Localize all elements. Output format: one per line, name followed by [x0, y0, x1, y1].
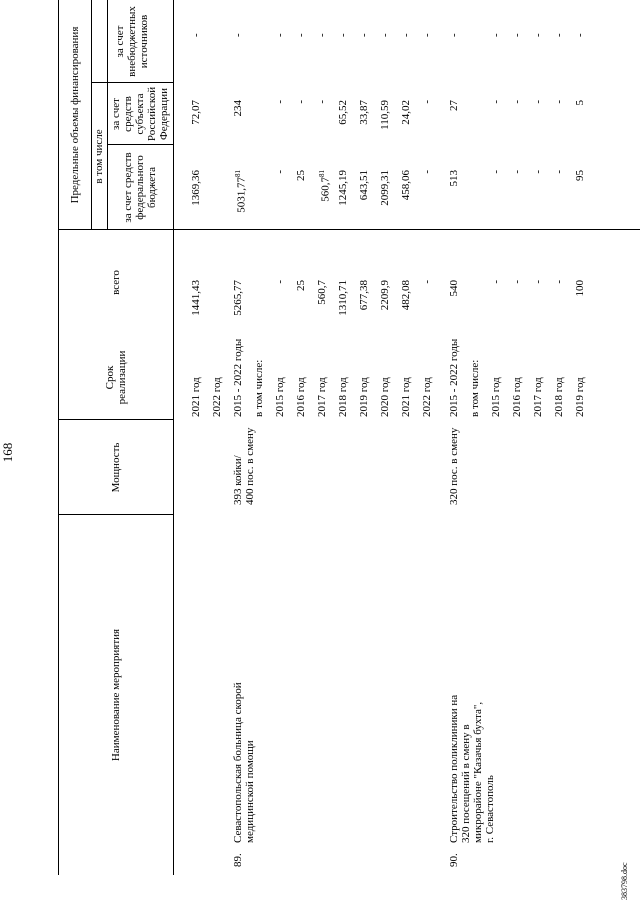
- regional-cell: -: [295, 100, 307, 104]
- total-cell: -: [532, 280, 544, 284]
- extra-cell: -: [295, 33, 307, 37]
- item-capacity: 320 пос. в смену: [448, 427, 460, 505]
- federal-cell: [400, 170, 412, 230]
- header-including: в том числе: [93, 129, 105, 184]
- period-cell: 2019 год: [574, 377, 586, 417]
- federal-cell: [379, 170, 391, 230]
- extra-cell: -: [532, 33, 544, 37]
- period-cell: 2020 год: [379, 377, 391, 417]
- document-code: 383798.doc: [620, 862, 629, 900]
- period-cell: 2016 год: [295, 377, 307, 417]
- period-cell: 2015 - 2022 годы: [448, 338, 460, 417]
- total-cell: 540: [448, 280, 460, 297]
- header-extra: за счет внебюджетных источников: [114, 6, 150, 77]
- total-cell: -: [274, 280, 286, 284]
- federal-value: 643,51: [358, 170, 370, 201]
- federal-cell: [232, 170, 248, 230]
- period-cell: 2022 год: [211, 377, 223, 417]
- regional-cell: -: [532, 100, 544, 104]
- item-number: 89.: [232, 853, 244, 867]
- total-cell: 25: [295, 280, 307, 291]
- total-cell: 1310,71: [337, 280, 349, 316]
- total-cell: -: [421, 280, 433, 284]
- period-cell: 2019 год: [358, 377, 370, 417]
- footnote-mark: 81: [318, 170, 326, 177]
- federal-value: 25: [295, 170, 307, 181]
- total-cell: -: [490, 280, 502, 284]
- total-cell: -: [553, 280, 565, 284]
- period-cell: в том числе:: [253, 359, 265, 417]
- regional-cell: 65,52: [337, 100, 349, 125]
- regional-cell: 33,87: [358, 100, 370, 125]
- federal-cell: [190, 170, 202, 230]
- regional-cell: -: [316, 100, 328, 104]
- federal-value: -: [274, 170, 286, 174]
- period-cell: 2016 год: [511, 377, 523, 417]
- federal-cell: [532, 170, 544, 230]
- extra-cell: -: [421, 33, 433, 37]
- extra-cell: -: [511, 33, 523, 37]
- period-cell: 2015 - 2022 годы: [232, 338, 244, 417]
- extra-cell: -: [379, 33, 391, 37]
- federal-cell: [490, 170, 502, 230]
- federal-value: 2099,31: [379, 170, 391, 206]
- period-cell: 2021 год: [190, 377, 202, 417]
- regional-cell: 27: [448, 100, 460, 111]
- extra-cell: -: [232, 33, 244, 37]
- total-cell: -: [511, 280, 523, 284]
- item-name: Севастопольская больница скорой медицинской помощи: [232, 682, 256, 843]
- footnote-mark: 81: [234, 170, 242, 177]
- header-regional: за счет средств субъекта Российской Федерации: [110, 86, 170, 142]
- federal-value: -: [511, 170, 523, 174]
- federal-cell: [337, 170, 349, 230]
- item-number: 90.: [448, 853, 460, 867]
- header-funding: Предельные объемы финансирования: [68, 26, 81, 204]
- total-cell: 482,08: [400, 280, 412, 311]
- federal-cell: [358, 170, 370, 230]
- period-cell: 2022 год: [421, 377, 433, 417]
- federal-value: -: [421, 170, 433, 174]
- extra-cell: -: [190, 33, 202, 37]
- period-cell: в том числе:: [469, 359, 481, 417]
- total-cell: 1441,43: [190, 280, 202, 316]
- regional-cell: -: [421, 100, 433, 104]
- regional-cell: -: [274, 100, 286, 104]
- federal-value: 1369,36: [190, 170, 202, 206]
- extra-cell: -: [274, 33, 286, 37]
- header-period: Срок реализации: [103, 350, 128, 405]
- regional-cell: -: [553, 100, 565, 104]
- federal-value: -: [490, 170, 502, 174]
- period-cell: 2017 год: [316, 377, 328, 417]
- header-federal: за счет средств федерального бюджета: [122, 152, 158, 223]
- period-cell: 2015 год: [490, 377, 502, 417]
- period-cell: 2021 год: [400, 377, 412, 417]
- extra-cell: -: [358, 33, 370, 37]
- period-cell: 2017 год: [532, 377, 544, 417]
- total-cell: 677,38: [358, 280, 370, 311]
- period-cell: 2015 год: [274, 377, 286, 417]
- extra-cell: -: [553, 33, 565, 37]
- header-capacity: Мощность: [109, 442, 122, 493]
- period-cell: 2018 год: [337, 377, 349, 417]
- extra-cell: -: [574, 33, 586, 37]
- regional-cell: 5: [574, 100, 586, 106]
- federal-value: -: [553, 170, 565, 174]
- total-cell: 100: [574, 280, 586, 297]
- header-name: Наименование мероприятия: [109, 628, 122, 762]
- regional-cell: 110,59: [379, 100, 391, 130]
- regional-cell: 234: [232, 100, 244, 117]
- federal-value: 513: [448, 170, 460, 187]
- item-name: Строительство поликлиники на 320 посещений в смену в микрорайоне "Казачья бухта", г. Севастополь: [448, 694, 496, 843]
- regional-cell: 72,07: [190, 100, 202, 125]
- federal-cell: [511, 170, 523, 230]
- federal-cell: [574, 170, 586, 230]
- federal-cell: [274, 170, 286, 230]
- federal-cell: [421, 170, 433, 230]
- page-number: 168: [0, 442, 15, 463]
- extra-cell: -: [490, 33, 502, 37]
- extra-cell: -: [400, 33, 412, 37]
- federal-cell: [316, 170, 332, 230]
- regional-cell: -: [490, 100, 502, 104]
- total-cell: 5265,77: [232, 280, 244, 316]
- item-capacity: 393 койки/ 400 пос. в смену: [232, 427, 256, 505]
- regional-cell: -: [511, 100, 523, 104]
- extra-cell: -: [316, 33, 328, 37]
- federal-value: 560,7: [319, 177, 332, 202]
- header-total: всего: [109, 270, 122, 295]
- total-cell: 2209,9: [379, 280, 391, 311]
- federal-cell: [553, 170, 565, 230]
- period-cell: 2018 год: [553, 377, 565, 417]
- header-bottom-rule: [173, 0, 174, 875]
- federal-cell: [448, 170, 460, 230]
- federal-value: 5031,77: [235, 177, 248, 213]
- federal-value: 458,06: [400, 170, 412, 201]
- total-cell: 560,7: [316, 280, 328, 305]
- extra-cell: -: [337, 33, 349, 37]
- regional-cell: 24,02: [400, 100, 412, 125]
- federal-value: 1245,19: [337, 170, 349, 206]
- extra-cell: -: [448, 33, 460, 37]
- federal-value: 95: [574, 170, 586, 181]
- federal-value: -: [532, 170, 544, 174]
- federal-cell: [295, 170, 307, 230]
